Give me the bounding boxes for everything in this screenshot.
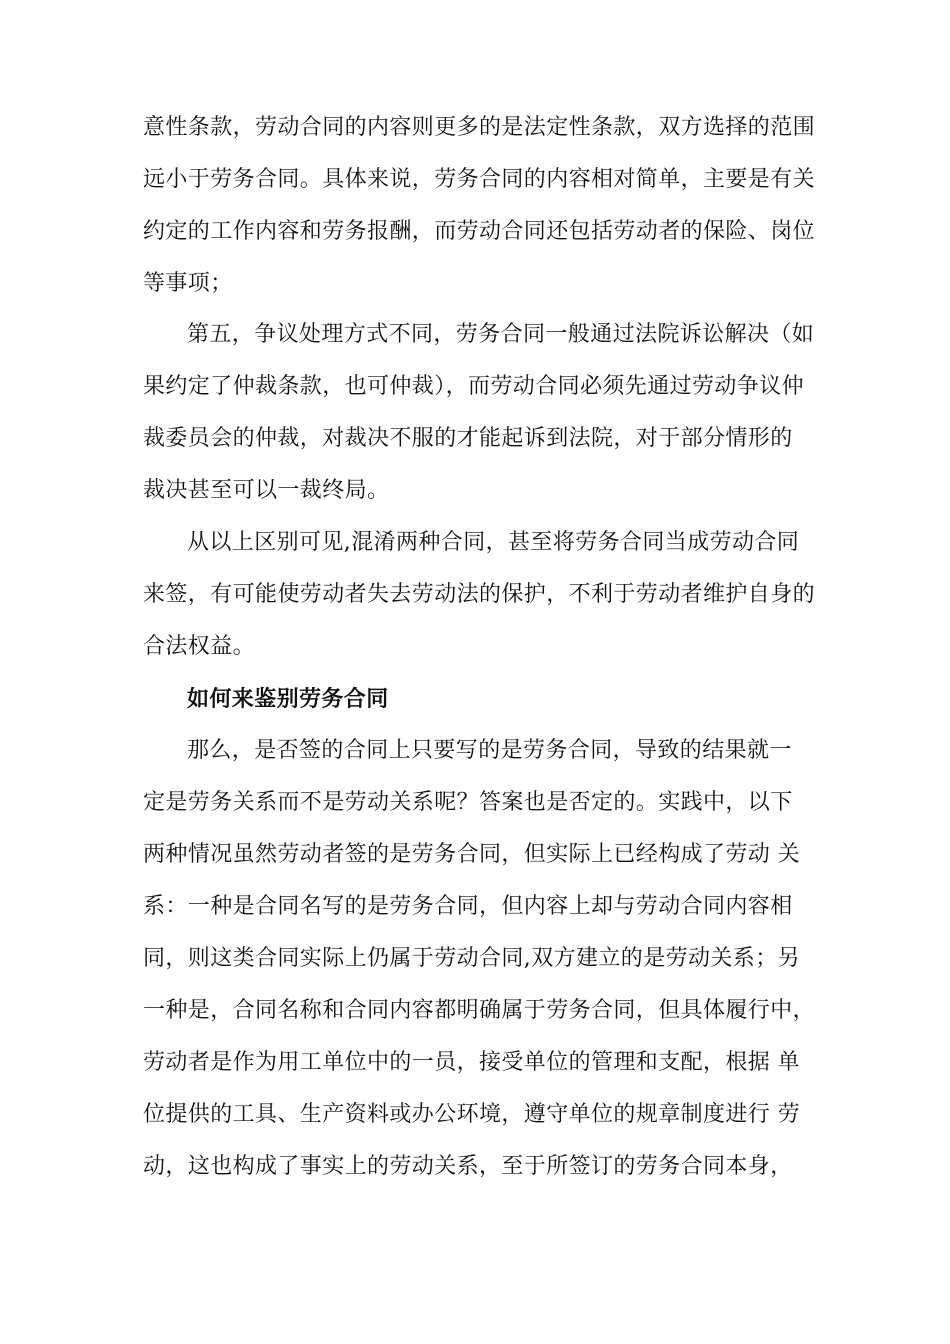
- paragraph-first-line: 第五，争议处理方式不同，劳务合同一般通过法院诉讼解决（如: [187, 322, 815, 347]
- body-text-line: 合法权益。: [143, 634, 256, 659]
- body-text-line: 意性条款，劳动合同的内容则更多的是法定性条款，双方选择的范围: [143, 115, 816, 140]
- body-text-line: 裁委员会的仲裁，对裁决不服的才能起诉到法院，对于部分情形的: [143, 426, 793, 451]
- section-heading: 如何来鉴别劳务合同: [187, 686, 389, 712]
- paragraph-first-line: 从以上区别可见,混淆两种合同，甚至将劳务合同当成劳动合同: [187, 530, 800, 555]
- body-text-line: 一种是，合同名称和合同内容都明确属于劳务合同，但具体履行中，: [143, 998, 816, 1023]
- body-text-line: 两种情况虽然劳动者签的是劳务合同，但实际上已经构成了劳动 关: [143, 842, 800, 867]
- body-text-line: 劳动者是作为用工单位中的一员，接受单位的管理和支配，根据 单: [143, 1050, 800, 1075]
- body-text-line: 位提供的工具、生产资料或办公环境，遵守单位的规章制度进行 劳: [143, 1102, 800, 1127]
- body-text-line: 动，这也构成了事实上的劳动关系，至于所签订的劳务合同本身，: [143, 1154, 793, 1179]
- body-text-line: 果约定了仲裁条款，也可仲裁），而劳动合同必须先通过劳动争议仲: [143, 374, 805, 399]
- body-text-line: 系：一种是合同名写的是劳务合同，但内容上却与劳动合同内容相: [143, 894, 793, 919]
- body-text-line: 约定的工作内容和劳务报酬，而劳动合同还包括劳动者的保险、岗位: [143, 219, 816, 244]
- body-text-line: 裁决甚至可以一裁终局。: [143, 478, 390, 503]
- body-text-line: 同，则这类合同实际上仍属于劳动合同,双方建立的是劳动关系；另: [143, 946, 800, 971]
- body-text-line: 远小于劳务合同。具体来说，劳务合同的内容相对简单，主要是有关: [143, 167, 816, 192]
- body-text-line: 等事项；: [143, 271, 233, 296]
- paragraph-first-line: 那么，是否签的合同上只要写的是劳务合同，导致的结果就一: [187, 738, 792, 763]
- body-text-line: 来签，有可能使劳动者失去劳动法的保护，不利于劳动者维护自身的: [143, 582, 816, 607]
- body-text-line: 定是劳务关系而不是劳动关系呢？答案也是否定的。实践中，以下: [143, 790, 793, 815]
